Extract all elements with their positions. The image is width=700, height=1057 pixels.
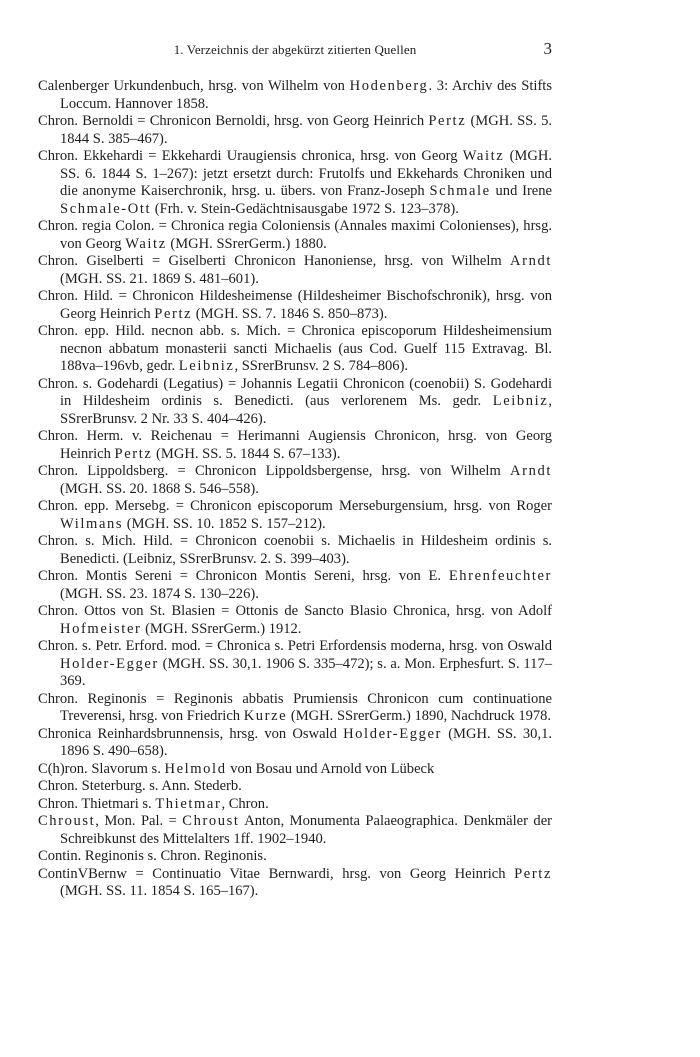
page-header — [38, 40, 552, 60]
entry-text: (MGH. SS. 11. 1854 S. 165–167). — [60, 883, 259, 899]
editor-name: Pertz — [114, 445, 153, 462]
bibliography-entry — [38, 323, 552, 376]
entry-text: Chron. Thietmari s. — [38, 795, 156, 812]
entry-text: (MGH. SS. 23. 1874 S. 130–226). — [60, 585, 259, 602]
editor-name: Holder-Egger — [343, 725, 442, 742]
editor-name: Pertz — [154, 305, 193, 322]
bibliography-entry — [38, 218, 552, 253]
entry-text: (MGH. SSrerGerm.) 1890, Nachdruck 1978. — [287, 708, 552, 724]
bibliography-entry — [38, 428, 552, 463]
bibliography-entry — [38, 813, 552, 848]
entry-text: Chron. Ekkehardi = Ekkehardi Uraugiensis chronica, hrsg. von Georg — [38, 148, 463, 164]
editor-name: Pertz — [514, 865, 552, 882]
entry-text: (MGH. SS. 5. 1844 S. 385–467). — [60, 113, 552, 147]
editor-name: Wilmans — [60, 515, 124, 532]
bibliography-entry — [38, 463, 552, 498]
entry-text: (MGH. SS. 20. 1868 S. 546–558). — [60, 480, 259, 497]
entry-text: Chron. Giselberti = Giselberti Chronicon Hanoniense, hrsg. von Wilhelm — [38, 253, 511, 269]
bibliography-entry — [38, 533, 552, 568]
bibliography-entry — [38, 288, 552, 323]
editor-name: Leibniz — [492, 393, 549, 409]
entry-text: Chron. epp. Mersebg. = Chronicon episcoporum Merseburgensium, hrsg. von Roger — [38, 498, 552, 514]
entry-text: (MGH. SS. 30,1. 1896 S. 490–658). — [60, 725, 552, 759]
entry-text: Chron. Lippoldsberg. = Chronicon Lippoldsbergense, hrsg. von Wilhelm — [38, 463, 511, 479]
bibliography-entry — [38, 253, 552, 288]
entry-text: (MGH. SSrerGerm.) 1880. — [166, 235, 327, 252]
entry-text: , SSrerBrunsv. 2 S. 784–806). — [234, 358, 409, 374]
entry-text: (MGH. SSrerGerm.) 1912. — [141, 620, 302, 637]
editor-name: Holder-Egger — [60, 655, 159, 672]
entry-text: Chronica Reinhardsbrunnensis, hrsg. von Oswald — [38, 725, 344, 742]
entry-text: , SSrerBrunsv. 2 Nr. 33 S. 404–426). — [60, 393, 552, 427]
entry-text: Chron. Hild. = Chronicon Hildesheimense (Hildesheimer Bischofschronik), hrsg. von Georg Heinrich — [38, 288, 552, 322]
editor-name: Hofmeister — [60, 620, 142, 637]
entry-text: . 3: Archiv des Stifts Loccum. Hannover 1858. — [60, 78, 553, 112]
editor-name: Hodenberg — [349, 78, 429, 94]
entry-text: ContinVBernw = Continuatio Vitae Bernwardi, hrsg. von Georg Heinrich — [38, 865, 515, 882]
running-head: 1. Verzeichnis der abgekürzt zitierten Quellen — [173, 42, 417, 57]
bibliography-entry — [38, 78, 552, 113]
entry-text: C(h)ron. Slavorum s. — [38, 760, 165, 777]
editor-name: Kurze — [243, 708, 288, 724]
bibliography-entry — [38, 778, 552, 796]
entry-text: (MGH. SS. 10. 1852 S. 157–212). — [123, 515, 326, 532]
bibliography-entry — [38, 691, 552, 726]
entry-text: , Chron. — [221, 795, 269, 812]
editor-name: Chroust — [38, 813, 96, 829]
editor-name: Ehrenfeuchter — [448, 568, 552, 584]
bibliography-entry — [38, 796, 552, 814]
bibliography-entry — [38, 568, 552, 603]
entry-text: (MGH. SS. 7. 1846 S. 850–873). — [192, 305, 388, 322]
entry-text: Chron. regia Colon. = Chronica regia Coloniensis (Annales maximi Colonienses), hrsg. von Georg — [38, 218, 552, 252]
bibliography-entry — [38, 638, 552, 691]
entry-text: Chron. Steterburg. s. Ann. Stederb. — [38, 778, 242, 794]
editor-name: Leibniz — [178, 358, 235, 374]
editor-name: Helmold — [164, 760, 227, 777]
editor-name: Schmale-Ott — [60, 200, 152, 217]
editor-name: Schmale — [429, 183, 491, 199]
entry-text: und Irene — [490, 183, 552, 199]
entry-text: Chron. s. Mich. Hild. = Chronicon coenobii s. Michaelis in Hildesheim ordinis s. Benedicti. (Leibniz, SSrerBrunsv. 2. S. 399–403). — [38, 533, 552, 567]
entry-text: von Bosau und Arnold von Lübeck — [226, 760, 435, 777]
bibliography-entry — [38, 761, 552, 779]
bibliography-entry — [38, 113, 552, 148]
editor-name: Waitz — [462, 148, 505, 164]
entry-text: (MGH. SS. 21. 1869 S. 481–601). — [60, 270, 259, 287]
editor-name: Waitz — [125, 235, 167, 252]
bibliography-list — [38, 78, 552, 901]
entry-text: , Mon. Pal. = — [95, 813, 183, 829]
editor-name: Chroust — [182, 813, 240, 829]
page-number: 3 — [543, 39, 552, 58]
entry-text: Chron. epp. Hild. necnon abb. s. Mich. = Chronica episcoporum Hildesheimensium necnon abbatum monasterii sancti Michaelis (aus Cod. Guelf 115 Extravag. Bl. 188va–196vb, gedr. — [38, 323, 552, 374]
bibliography-entry — [38, 498, 552, 533]
entry-text: Chron. Bernoldi = Chronicon Bernoldi, hrsg. von Georg Heinrich — [38, 113, 429, 129]
bibliography-entry — [38, 603, 552, 638]
bibliography-entry — [38, 376, 552, 429]
entry-text: (MGH. SS. 6. 1844 S. 1–267): jetzt ersetzt durch: Frutolfs und Ekkehards Chroniken und die anonyme Kaiserchronik, hrsg. u. übers. von Franz-Joseph — [60, 148, 552, 199]
bibliography-entry — [38, 148, 552, 218]
entry-text: (Frh. v. Stein-Gedächtnisausgabe 1972 S. 123–378). — [151, 200, 459, 217]
editor-name: Arndt — [510, 253, 552, 269]
entry-text: Anton, Monumenta Palaeographica. Denkmäler der Schreibkunst des Mittelalters 1ff. 1902–1940. — [60, 813, 553, 847]
editor-name: Pertz — [428, 113, 467, 129]
bibliography-entry — [38, 848, 552, 866]
entry-text: Contin. Reginonis s. Chron. Reginonis. — [38, 848, 267, 864]
entry-text: Chron. Herm. v. Reichenau = Herimanni Augiensis Chronicon, hrsg. von Georg Heinrich — [38, 428, 552, 462]
entry-text: Chron. Montis Sereni = Chronicon Montis Sereni, hrsg. von E. — [38, 568, 449, 584]
entry-text: Calenberger Urkundenbuch, hrsg. von Wilhelm von — [38, 78, 350, 94]
entry-text: Chron. s. Petr. Erford. mod. = Chronica s. Petri Erfordensis moderna, hrsg. von Oswald — [38, 638, 552, 654]
entry-text: (MGH. SS. 5. 1844 S. 67–133). — [152, 445, 341, 462]
editor-name: Arndt — [510, 463, 552, 479]
bibliography-entry — [38, 726, 552, 761]
entry-text: Chron. Reginonis = Reginonis abbatis Prumiensis Chronicon cum continuatione Treverensi, hrsg. von Friedrich — [38, 690, 552, 724]
entry-text: Chron. s. Godehardi (Legatius) = Johannis Legatii Chronicon (coenobii) S. Godehardi in Hildesheim ordinis s. Benedicti. (aus verlorenem Ms. gedr. — [38, 375, 552, 409]
entry-text: Chron. Ottos von St. Blasien = Ottonis de Sancto Blasio Chronica, hrsg. von Adolf — [38, 603, 552, 619]
bibliography-entry — [38, 866, 552, 901]
entry-text: (MGH. SS. 30,1. 1906 S. 335–472); s. a. Mon. Erphesfurt. S. 117–369. — [60, 655, 552, 689]
editor-name: Thietmar — [155, 795, 222, 812]
